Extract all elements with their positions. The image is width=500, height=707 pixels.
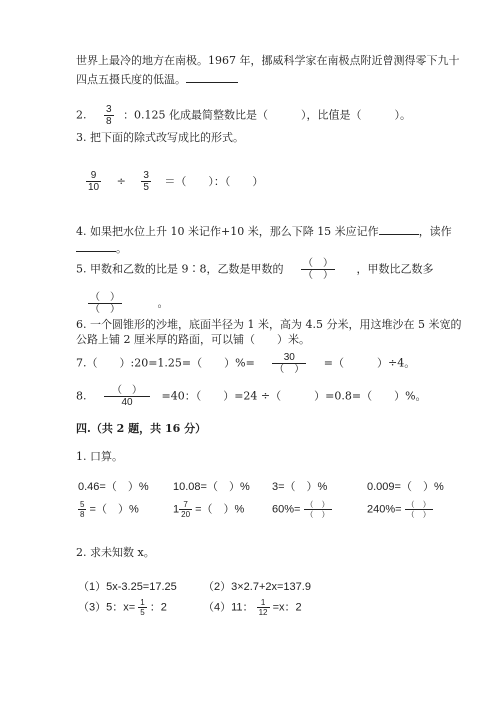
question-number: 2. — [76, 108, 87, 122]
fraction-numerator: 30 — [272, 352, 306, 364]
question-3-expression — [86, 170, 263, 193]
fraction-denominator: 5 — [140, 608, 145, 617]
fraction-blank[interactable] — [405, 500, 433, 519]
mental-math-6 — [173, 500, 244, 519]
fraction-numerator: （ ） — [90, 292, 120, 303]
mental-math-2: 10.08=（ ）% — [173, 481, 250, 493]
fraction-blank[interactable] — [88, 292, 122, 315]
fraction-denominator: （ ） — [274, 364, 305, 375]
fraction-9-10 — [86, 170, 101, 193]
question-2-title: 2. 求未知数 x。 — [76, 546, 155, 559]
question-1-text: 四点五摄氏度的低温。 — [76, 73, 186, 86]
question-4-text: 4. 如果把水位上升 10 米记作+10 米，那么下降 15 米应记作 — [76, 225, 379, 238]
question-7-text: 7.（ ）:20=1.25=（ ）%= — [76, 356, 255, 370]
question-2-text: ：0.125 化成最简整数比是（ ），比值是（ ）。 — [123, 108, 412, 122]
question-8-text: =40：（ ）=24 ÷（ ）=0.8=（ ）%。 — [161, 389, 427, 403]
fraction-numerator: （ ） — [406, 500, 431, 509]
fraction-numerator: 3 — [143, 170, 149, 181]
fraction-denominator: 12 — [258, 608, 268, 617]
fraction-denominator: 5 — [143, 182, 149, 193]
mental-math-6-rest: =（ ）% — [195, 503, 245, 516]
question-5-line-2 — [88, 292, 169, 315]
equation-4-pre: （4）11： — [203, 601, 254, 614]
fraction-numerator: （ ） — [104, 385, 150, 397]
answer-blank[interactable] — [379, 224, 419, 235]
mental-math-5 — [78, 500, 139, 519]
mental-math-1: 0.46=（ ）% — [78, 481, 149, 493]
question-7-text-2: =（ ）÷4。 — [323, 356, 416, 370]
fraction-denominator: （ ） — [90, 304, 120, 315]
mental-math-4: 0.009=（ ）% — [367, 481, 444, 493]
fraction-denominator: （ ） — [406, 510, 431, 519]
mental-math-8-pre: 240%= — [367, 503, 402, 516]
equation-4 — [203, 598, 302, 617]
fraction-denominator: 10 — [88, 182, 100, 193]
equation-2: （2）3×2.7+2x=137.9 — [203, 581, 311, 593]
mental-math-7 — [272, 500, 332, 519]
question-4-line-2 — [76, 241, 127, 256]
fraction-numerator: （ ） — [302, 258, 333, 269]
question-2 — [76, 104, 411, 127]
fraction-3-5 — [141, 170, 151, 193]
question-4-line-1 — [76, 224, 452, 239]
question-6-line-1: 6. 一个圆锥形的沙堆，底面半径为 1 米，高为 4.5 分米，用这堆沙在 5 米宽的 — [76, 318, 462, 331]
fraction-denominator: 40 — [121, 397, 133, 408]
equation-4-post: =x：2 — [272, 601, 302, 614]
mental-math-8 — [367, 500, 433, 519]
fraction-denominator: 20 — [181, 510, 191, 519]
question-6-line-2: 公路上铺 2 厘米厚的路面，可以铺（ ）米。 — [76, 333, 310, 346]
fraction-denominator: （ ） — [302, 270, 333, 281]
fraction-numerator: 9 — [86, 170, 101, 182]
section-title: 四.（共 2 题，共 16 分） — [76, 422, 207, 435]
mental-math-3: 3=（ ）% — [272, 481, 328, 493]
fraction-over-40 — [104, 385, 150, 408]
equation-1: （1）5x-3.25=17.25 — [78, 581, 177, 593]
question-5-text: 5. 甲数和乙数的比是 9∶8，乙数是甲数的 — [76, 262, 284, 276]
fraction-3-8 — [104, 104, 114, 127]
equation-3-post: ：2 — [149, 601, 167, 614]
fraction-blank[interactable] — [304, 500, 332, 519]
fraction-5-8 — [78, 500, 86, 519]
answer-blank[interactable] — [186, 72, 238, 83]
question-7 — [76, 352, 415, 375]
question-5-line-1 — [76, 258, 433, 281]
mental-math-7-pre: 60%= — [272, 503, 301, 516]
question-number: 8. — [76, 389, 87, 403]
fraction-numerator: （ ） — [305, 500, 330, 509]
fraction-denominator: 8 — [106, 116, 112, 127]
fraction-numerator: 1 — [140, 598, 145, 607]
fraction-numerator: 3 — [106, 104, 112, 115]
question-3-title: 3. 把下面的除式改写成比的形式。 — [76, 131, 244, 144]
fraction-30 — [272, 352, 306, 375]
fraction-denominator: 8 — [80, 510, 85, 519]
mental-math-5-rest: =（ ）% — [89, 503, 139, 516]
equation-3-pre: （3）5：x= — [78, 601, 136, 614]
answer-blank[interactable] — [76, 241, 116, 252]
fraction-denominator: （ ） — [305, 510, 330, 519]
fraction-1-5 — [138, 598, 146, 617]
fraction-numerator: 5 — [80, 500, 85, 509]
fraction-numerator: 1 — [257, 598, 270, 608]
fraction-numerator: 7 — [179, 500, 192, 510]
divide-sign: ÷ — [116, 174, 126, 188]
question-1-line-1: 世界上最冷的地方在南极。1967 年，挪威科学家在南极点附近曾测得零下九十 — [76, 54, 460, 67]
question-5-text-2: ，甲数比乙数多 — [356, 262, 434, 276]
question-8 — [76, 385, 427, 408]
question-4-end: 。 — [116, 242, 127, 255]
equation-3 — [78, 598, 167, 617]
fraction-1-12 — [257, 598, 270, 617]
ratio-answer: ＝（ ）：（ ） — [164, 174, 264, 188]
fraction-blank[interactable] — [301, 258, 335, 281]
question-1-line-2 — [76, 72, 238, 87]
fraction-7-20 — [179, 500, 192, 519]
question-1-title: 1. 口算。 — [76, 450, 123, 463]
mixed-whole: 1 — [173, 503, 180, 516]
question-4-text-2: ，读作 — [418, 225, 452, 238]
question-5-end: 。 — [157, 296, 169, 310]
